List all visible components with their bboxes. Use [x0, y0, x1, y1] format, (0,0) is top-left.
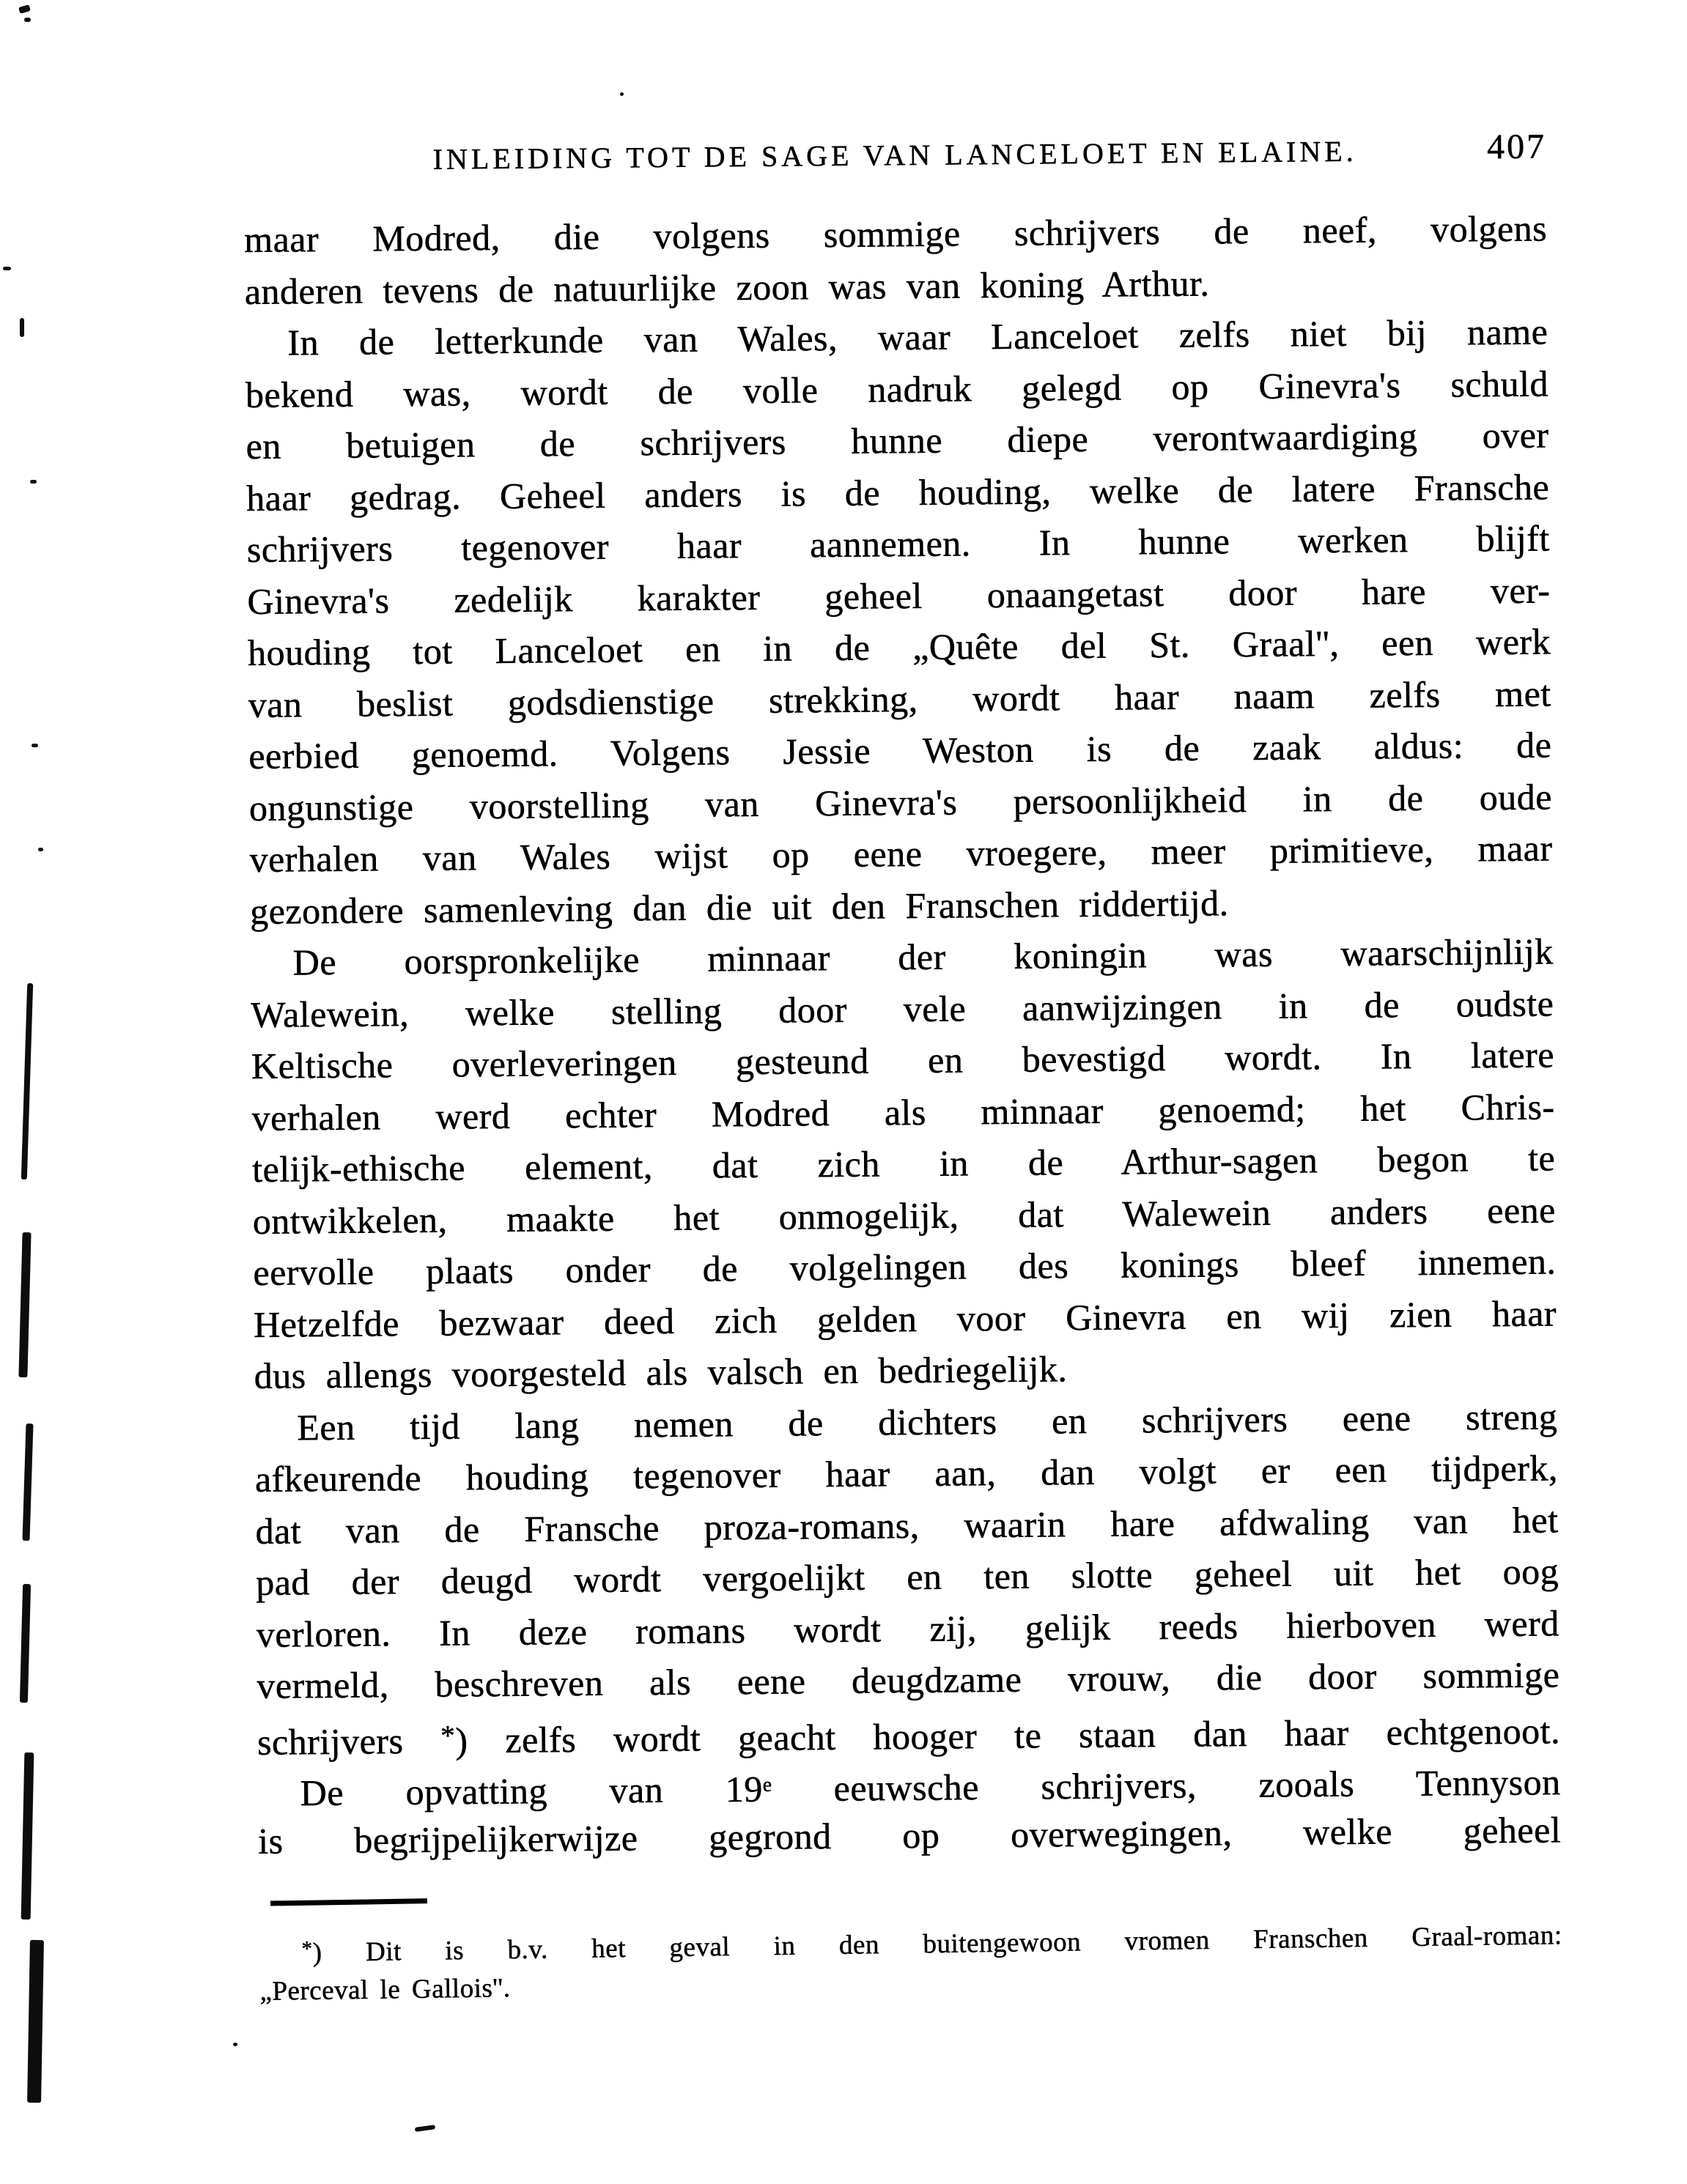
body-text-line: dus allengs voorgesteld als valsch en bedriegelijk. — [254, 1348, 1068, 1396]
footnote-line: „Perceval le Gallois''. — [259, 1973, 511, 2007]
ink-speck — [38, 848, 43, 851]
body-text-line: De oorspronkelijke minnaar der koningin was waarschijnlijk — [292, 930, 1554, 983]
binding-streak — [27, 1940, 44, 2103]
body-text-line: Ginevra's zedelijk karakter geheel onaangetast door hare ver- — [247, 569, 1551, 622]
running-header — [243, 129, 1546, 188]
body-text-line: dat van de Fransche proza-romans, waarin hare afdwaling van het — [255, 1498, 1559, 1552]
body-text-line: verloren. In deze romans wordt zij, gelijk reeds hierboven werd — [256, 1602, 1559, 1655]
ink-speck — [233, 2043, 237, 2046]
body-text-line: telijk-ethische element, dat zich in de Arthur-sagen begon te — [252, 1137, 1556, 1190]
ink-speck — [620, 92, 624, 96]
ink-speck — [30, 480, 37, 484]
body-text-line: verhalen werd echter Modred als minnaar genoemd; het Chris- — [251, 1085, 1555, 1139]
body-text-line: Keltische overleveringen gesteund en bevestigd wordt. In latere — [251, 1034, 1555, 1087]
body-text-line: pad der deugd wordt vergoelijkt en ten slotte geheel uit het oog — [255, 1550, 1559, 1603]
body-text-line: schrijvers tegenover haar aannemen. In hunne werken blijft — [246, 517, 1551, 570]
body-text-line: is begrijpelijkerwijze gegrond op overwegingen, welke geheel — [258, 1808, 1562, 1862]
page-number: 407 — [1486, 127, 1547, 167]
body-text-line: en betuigen de schrijvers hunne diepe verontwaardiging over — [246, 414, 1549, 467]
body-text-line: haar gedrag. Geheel anders is de houding, welke de latere Fransche — [246, 465, 1550, 519]
footnote-separator — [270, 1898, 427, 1906]
body-text-line: Walewein, welke stelling door vele aanwijzingen in de oudste — [251, 982, 1554, 1035]
body-text-line: De opvatting van 19e eeuwsche schrijvers, zooals Tennyson — [300, 1761, 1561, 1814]
body-text-line: eerbied genoemd. Volgens Jessie Weston is de zaak aldus: de — [248, 724, 1552, 777]
binding-streak — [21, 983, 33, 1180]
page-content — [243, 129, 1562, 2012]
body-text-line: verhalen van Wales wijst op eene vroegere, meer primitieve, maar — [249, 827, 1553, 880]
body-text-line: houding tot Lanceloet en in de „Quête del St. Graal'', een werk — [247, 621, 1551, 673]
binding-streak — [22, 1424, 33, 1541]
body-text-line: gezondere samenleving dan die uit den Franschen riddertijd. — [249, 881, 1229, 932]
ink-speck — [3, 267, 11, 270]
ink-speck — [20, 318, 24, 337]
body-text-line: In de letterkunde van Wales, waar Lanceloet zelfs niet bij name — [287, 311, 1548, 363]
body-text — [244, 202, 1562, 1866]
ink-speck — [24, 18, 31, 22]
body-text-line: eervolle plaats onder de volgelingen des konings bleef innemen. — [253, 1240, 1557, 1293]
ink-speck — [32, 744, 38, 747]
ink-speck — [18, 4, 31, 14]
body-text-line: afkeurende houding tegenover haar aan, dan volgt er een tijdperk, — [254, 1447, 1559, 1500]
running-header-title: INLEIDING TOT DE SAGE VAN LANCELOET EN ELAINE. — [432, 134, 1357, 176]
body-text-line: maar Modred, die volgens sommige schrijvers de neef, volgens — [243, 207, 1548, 260]
binding-streak — [20, 1584, 31, 1703]
body-text-line: Een tijd lang nemen de dichters en schrijvers eene streng — [297, 1395, 1558, 1448]
ink-speck — [415, 2125, 436, 2132]
body-text-line: anderen tevens de natuurlijke zoon was van koning Arthur. — [244, 262, 1210, 312]
body-text-line: bekend was, wordt de volle nadruk gelegd op Ginevra's schuld — [245, 362, 1549, 415]
footnote-line: *) Dit is b.v. het geval in den buitengewoon vromen Franschen Graal-roman: — [301, 1920, 1562, 1968]
footnote — [259, 1911, 1562, 2013]
body-text-line: schrijvers *) zelfs wordt geacht hooger te staan dan haar echtgenoot. — [256, 1709, 1561, 1763]
body-text-line: vermeld, beschreven als eene deugdzame vrouw, die door sommige — [256, 1654, 1560, 1706]
body-text-line: Hetzelfde bezwaar deed zich gelden voor Ginevra en wij zien haar — [253, 1292, 1557, 1345]
body-text-line: van beslist godsdienstige strekking, wordt haar naam zelfs met — [248, 672, 1551, 725]
body-text-line: ontwikkelen, maakte het onmogelijk, dat Walewein anders eene — [252, 1188, 1557, 1242]
binding-streak — [21, 1752, 34, 1920]
binding-streak — [18, 1232, 31, 1377]
body-text-line: ongunstige voorstelling van Ginevra's persoonlijkheid in de oude — [248, 775, 1553, 829]
